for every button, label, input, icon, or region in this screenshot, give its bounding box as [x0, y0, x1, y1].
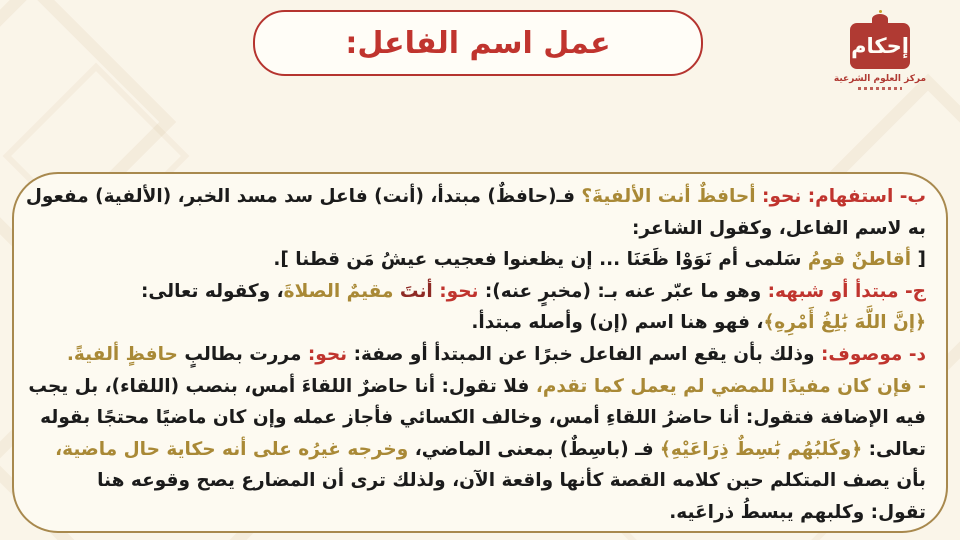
text-segment: ج- مبتدأ أو شبهه: — [761, 280, 926, 302]
logo-subtitle: مركز العلوم الشرعية — [833, 74, 927, 84]
logo-tagline-decoration — [858, 87, 902, 90]
text-segment: مقيمٌ الصلاةَ — [283, 280, 394, 302]
content-line — [30, 402, 926, 434]
content-line — [30, 371, 926, 403]
text-segment: د- موصوف: — [814, 343, 926, 365]
content-line — [25, 181, 926, 213]
text-segment: - فإن كان مفيدًا للمضي لم يعمل كما تقدم، — [535, 375, 926, 397]
text-segment: تقول: وكلبهم يبسطُ ذراعَيه. — [669, 501, 926, 523]
text-segment: فـ(حافظٌ) مبتدأ، (أنت) فاعل سد مسد الخبر، (الألفية) مفعول — [25, 186, 575, 207]
content-panel — [12, 172, 948, 533]
content-line — [30, 339, 926, 371]
text-segment: نحو: — [432, 280, 479, 302]
text-segment: أقاطنٌ قومُ — [801, 249, 912, 271]
text-segment: نحو: — [301, 343, 348, 365]
page-title: عمل اسم الفاعل: — [345, 25, 611, 61]
brand-logo — [822, 14, 938, 90]
content-line — [30, 276, 926, 308]
text-segment: فـ (باسِطٌ) بمعنى الماضي، — [408, 438, 661, 460]
text-segment: مررت بطالبٍ — [177, 343, 302, 365]
text-segment: فلا تقول: أنا حاضرٌ اللقاءَ أمس، بنصب (اللقاء)، بل يجب — [28, 375, 536, 397]
text-segment: ﴿إنَّ اللَّهَ بَٰلِغُ أَمْرِهِ﴾ — [763, 312, 926, 334]
content-line — [30, 465, 926, 497]
content-line — [30, 434, 926, 466]
text-segment: تعالى: — [862, 438, 926, 460]
content-line — [30, 307, 926, 339]
text-segment: [ — [911, 249, 926, 271]
logo-mark: إحكام — [850, 23, 910, 69]
text-segment: به لاسم الفاعل، وكقول الشاعر: — [632, 217, 926, 239]
text-segment: وهو ما عبّر عنه بـ: (مخبرٍ عنه): — [478, 280, 762, 302]
text-segment: أنتَ — [393, 280, 433, 302]
text-segment: وخرجه غيرُه على أنه حكاية حال ماضية، — [55, 438, 409, 460]
text-segment: ب- استفهام: نحو: — [755, 186, 926, 207]
text-segment: وذلك بأن يقع اسم الفاعل خبرًا عن المبتدأ أو صفة: — [347, 343, 815, 365]
text-segment: سَلمى أم نَوَوْا ظَعَنَا ... إن يظعنوا فعجيب عيشُ مَن قطنا ]. — [273, 249, 802, 271]
content-line — [30, 497, 926, 529]
content-line — [30, 213, 926, 245]
content-lines — [25, 181, 926, 529]
title-banner — [253, 10, 703, 76]
text-segment: فيه الإضافة فتقول: أنا حاضرُ اللقاءِ أمس، وخالف الكسائي فأجاز عمله وإن كان ماضيًا محتجًا بقوله — [40, 407, 926, 429]
mosque-dome-icon — [872, 14, 888, 24]
content-line — [30, 244, 926, 276]
text-segment: حافظٍ ألفيةً. — [66, 343, 178, 365]
text-segment: ، فهو هنا اسم (إن) وأصله مبتدأ. — [471, 312, 764, 334]
text-segment: بأن يصف المتكلم حين كلامه القصة كأنها واقعة الآن، ولذلك ترى أن المضارع يصح وقوعه هنا — [97, 470, 926, 492]
text-segment: أحافظٌ أنت الألفيةَ؟ — [574, 186, 756, 207]
text-segment: ، وكقوله تعالى: — [141, 280, 284, 302]
text-segment: ﴿وكَلبُهُم بَٰسِطٌ ذِرَاعَيْهِ﴾ — [660, 438, 863, 460]
